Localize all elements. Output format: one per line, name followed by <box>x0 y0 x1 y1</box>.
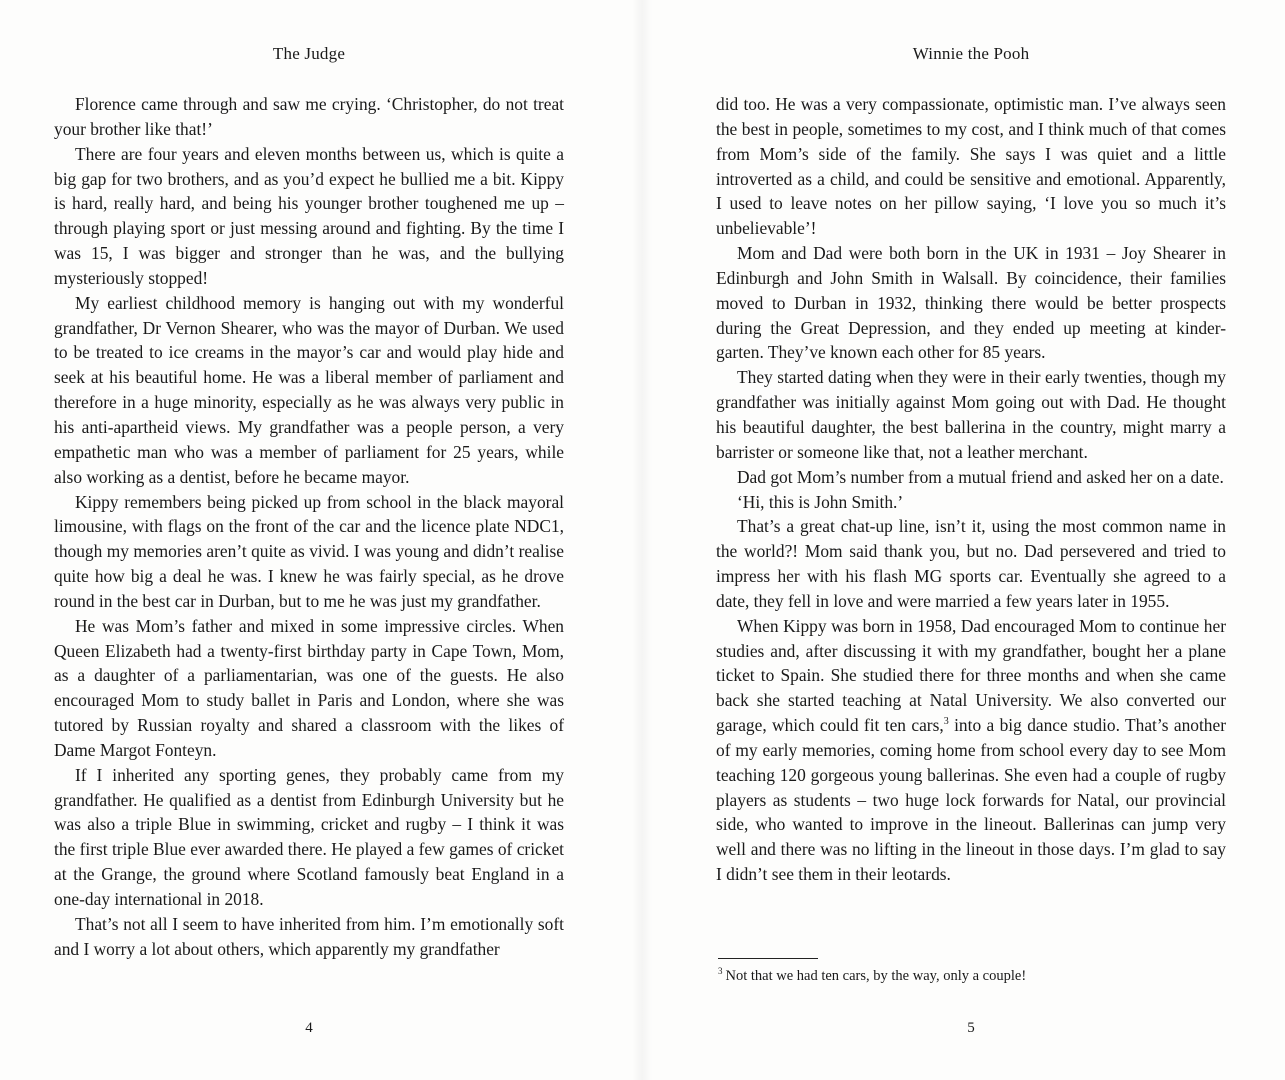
paragraph-text: into a big dance studio. That’s another of my early memories, coming home from school every day to see Mom teaching 120 gorgeous young ballerinas. She even had a couple of rugby players as students – two huge lock forwards for Natal, our provincial side, who wanted to improve in the lineout. Ballerinas can jump very well and there was no lifting in the lineout in those days. I’m glad to say I didn’t see them in their leotards. <box>716 715 1227 885</box>
left-page-number: 4 <box>305 1020 313 1036</box>
paragraph: He was Mom’s father and mixed in some impressive circles. When Queen Elizabeth had a twenty-first birthday party in Cape Town, Mom, as a daughter of a parliamentarian, was one of the guests. He also encouraged Mom to study ballet in Paris and London, where she was tutored by Russian royalty and shared a classroom with the likes of Dame Margot Fonteyn. <box>54 615 564 760</box>
paragraph-with-footnote <box>716 614 1226 887</box>
footnote-reference: 3 <box>943 716 949 728</box>
continued-paragraph: did too. He was a very compassionate, optimistic man. I’ve always seen the best in people, sometimes to my cost, and I think much of that comes from Mom’s side of the family. She says I was quiet and a little introverted as a child, and could be sensitive and emotional. Apparently, I used to leave notes on her pillow saying, ‘I love you so much it’s unbelievable’! <box>716 94 1226 239</box>
footnote-text: Not that we had ten cars, by the way, only a couple! <box>725 968 1027 984</box>
paragraph: There are four years and eleven months between us, which is quite a big gap for two brothers, and as you’d expect he bullied me a bit. Kippy is hard, really hard, and being his younger brother toughened me up – through playing sport or just messing around and fighting. By the time I was 15, I was bigger and stronger than he was, and the bullying mysteriously stopped! <box>54 143 564 288</box>
paragraph: That’s a great chat-up line, isn’t it, using the most common name in the world?! Mom said thank you, but no. Dad persevered and tried to impress her with his flash MG sports car. Eventually she agreed to a date, they fell in love and were married a few years later in 1955. <box>716 516 1226 611</box>
paragraph: My earliest childhood memory is hanging out with my wonderful grandfather, Dr Vernon Shearer, who was the mayor of Durban. We used to be treated to ice creams in the mayor’s car and would play hide and seek at his beautiful home. He was a liberal member of parliament and therefore in a huge minority, especially as he was always very public in his anti-apartheid views. My grandfather was a people person, a very empathetic man who was a member of parliament for 25 years, while also working as a dentist, before he became mayor. <box>54 292 564 487</box>
footnote-divider <box>718 958 818 959</box>
paragraph: They started dating when they were in their early twenties, though my grandfather was initially against Mom going out with Dad. He thought his beautiful daughter, the best ballerina in the country, might marry a barrister or someone like that, not a leather merchant. <box>716 367 1226 462</box>
right-page-number: 5 <box>967 1020 975 1036</box>
paragraph: Mom and Dad were both born in the UK in 1931 – Joy Shearer in Edinburgh and John Smith in Walsall. By coincidence, their families moved to Durban in 1932, thinking there would be better prospects during the Great Depression, and they ended up meeting at kinder-garten. They’ve known each other for 85 years. <box>716 243 1226 363</box>
footnote-mark: 3 <box>718 966 723 977</box>
paragraph: Dad got Mom’s number from a mutual friend and asked her on a date. <box>737 466 1224 487</box>
paragraph: That’s not all I seem to have inherited from him. I’m emotionally soft and I worry a lot about others, which apparently my grandfather <box>54 913 564 959</box>
paragraph-text: When Kippy was born in 1958, Dad encouraged Mom to continue her studies and, after discussing it with my grandfather, bought her a plane ticket to Spain. She studied there for three months and when she came back she started teaching at Natal University. We also converted our garage, which could fit ten cars, <box>716 615 1226 736</box>
paragraph: ‘Hi, this is John Smith.’ <box>737 491 904 512</box>
paragraph: If I inherited any sporting genes, they probably came from my grandfather. He qualified as a dentist from Edinburgh University but he was also a triple Blue in swimming, cricket and rugby – I think it was the first triple Blue ever awarded there. He played a few games of cricket at the Grange, the ground where Scotland famously beat England in a one-day international in 2018. <box>54 764 564 909</box>
right-running-head: Winnie the Pooh <box>912 44 1030 63</box>
left-page-body <box>54 92 564 962</box>
paragraph: Florence came through and saw me crying. ‘Christopher, do not treat your brother like that!’ <box>54 94 564 139</box>
right-page-body <box>716 92 1226 887</box>
footnote <box>718 966 1218 986</box>
book-gutter <box>632 0 652 1080</box>
paragraph: Kippy remembers being picked up from school in the black mayoral limousine, with flags on the front of the car and the licence plate NDC1, though my memories aren’t quite as vivid. I was young and didn’t realise quite how big a deal he was. I knew he was fairly special, as he drove round in the best car in Durban, but to me he was just my grandfather. <box>54 491 564 611</box>
left-page <box>54 0 564 1080</box>
right-page <box>716 0 1226 1080</box>
left-running-head: The Judge <box>272 44 346 63</box>
